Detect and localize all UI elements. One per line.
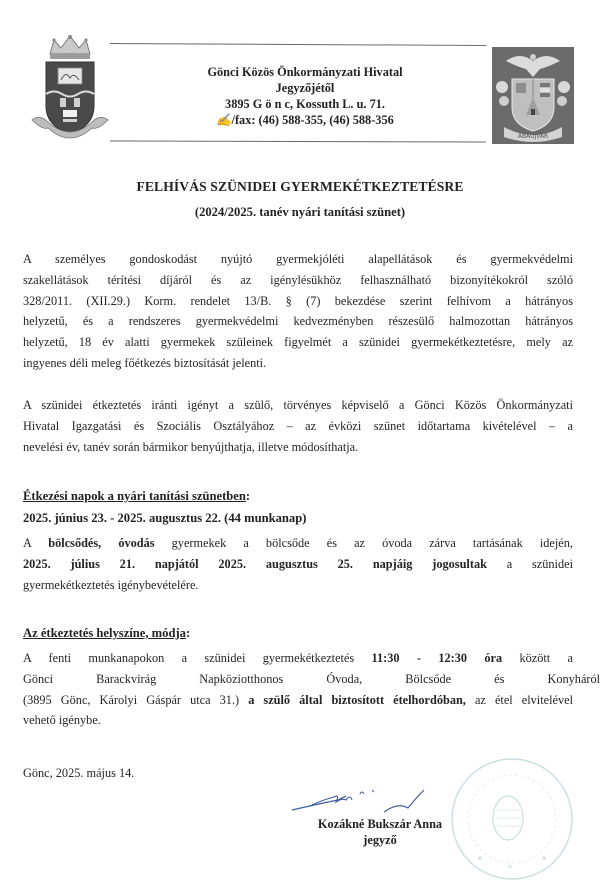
handwritten-signature-icon (288, 780, 448, 820)
text-run: a szünidei (486, 556, 573, 571)
office-name: Gönci Közös Önkormányzati Hivatal (207, 65, 403, 79)
bold-run: 11:30 - 12:30 óra (371, 651, 503, 665)
text-line (23, 690, 573, 711)
text-line: Hivatal Igazgatási és Szociális Osztályához – az évközi szünet időtartama kivételével – a (23, 418, 573, 433)
contact-numbers: /fax: (46) 588-355, (46) 588-356 (231, 113, 394, 127)
signer-role: jegyző (363, 833, 397, 847)
signer-block (300, 816, 460, 848)
section-heading-location (23, 626, 190, 641)
text-line: szakellátások térítési díjáról és az igénylésükhöz felhasználható bizonyítékokról szóló (23, 272, 573, 287)
text-line: ingyenes déli meleg főétkezés biztosítását jelenti. (23, 355, 267, 370)
text-line: Gönci Barackvirág Napköziotthonos Óvoda, Bölcsőde és Konyháról (23, 671, 600, 686)
application-paragraph (23, 395, 573, 457)
contact-line (160, 112, 450, 128)
header-rule-top (110, 43, 486, 46)
text-line: helyzetű, 18 év alatti gyermekek szüleinek figyelmét a szünidei gyermekétkeztetésre, mely az (23, 335, 573, 350)
heading-colon: : (185, 626, 191, 640)
intro-paragraph (23, 249, 573, 374)
text-line: nevelési év, tanév során bármikor benyújthatja, illetve módosíthatja. (23, 439, 359, 454)
section-heading-text: Az étkeztetés helyszíne, módja (23, 626, 186, 640)
text-line: helyzetű, és a rendszeres gyermekvédelmi kedvezményben részesülő halmozottan hátrányos (23, 314, 573, 329)
text-line: vehető igénybe. (23, 713, 101, 728)
text-run: gyermekek a bölcsőde és az óvoda zárva tartásának idején, (154, 536, 573, 550)
text-line (23, 533, 573, 554)
location-paragraph (23, 648, 600, 731)
from-label: Jegyzőjétől (275, 81, 335, 95)
office-address: 3895 G ö n c, Kossuth L. u. 71. (225, 97, 385, 111)
official-stamp-icon (446, 754, 578, 884)
section-heading-text: Étkezési napok a nyári tanítási szünetben (23, 489, 246, 503)
bold-run: a szülő által biztosított ételhordóban, (248, 692, 466, 707)
right-coat-of-arms-icon (492, 47, 574, 144)
phone-icon: ✍ (216, 113, 232, 127)
crest-banner-text: ABAUJVAR (517, 133, 549, 140)
bold-run: bölcsődés, óvodás (48, 536, 155, 550)
nursery-paragraph (23, 533, 573, 595)
heading-colon: : (245, 489, 251, 503)
text-run: A fenti munkanapokon a szünidei gyermekétkeztetés (23, 651, 372, 665)
text-line (23, 554, 573, 575)
text-line: 328/2011. (XII.29.) Korm. rendelet 13/B. § (7) bekezdése szerint felhívom a hátrányos (23, 293, 573, 308)
text-run: A (23, 536, 49, 550)
text-line: A szünidei étkeztetés iránti igényt a szülő, törvényes képviselő a Gönci Közös Önkormányzati (23, 398, 573, 412)
text-run: (3895 Gönc, Károlyi Gáspár utca 31.) (23, 692, 249, 707)
text-line: A személyes gondoskodást nyújtó gyermekjóléti alapellátások és gyermekvédelmi (23, 252, 573, 266)
text-run: között a (502, 651, 574, 665)
meal-days-range: 2025. június 23. - 2025. augusztus 22. (44 munkanap) (23, 511, 307, 525)
place-and-date: Gönc, 2025. május 14. (23, 766, 135, 780)
bold-run: 2025. július 21. napjától 2025. augusztus 25. napjáig jogosultak (23, 556, 487, 571)
text-line: gyermekétkeztetés igénybevételére. (23, 577, 199, 592)
letterhead (160, 64, 450, 128)
document-title: FELHÍVÁS SZÜNIDEI GYERMEKÉTKEZTETÉSRE (136, 179, 464, 194)
header-rule-bottom (110, 141, 486, 143)
document-subtitle: (2024/2025. tanév nyári tanítási szünet) (194, 205, 406, 219)
left-coat-of-arms-icon (28, 34, 112, 146)
text-run: az étel elvitelével (465, 692, 573, 707)
text-line (23, 648, 573, 669)
signer-name: Kozákné Bukszár Anna (317, 817, 443, 831)
section-heading-meal-days (23, 489, 250, 504)
